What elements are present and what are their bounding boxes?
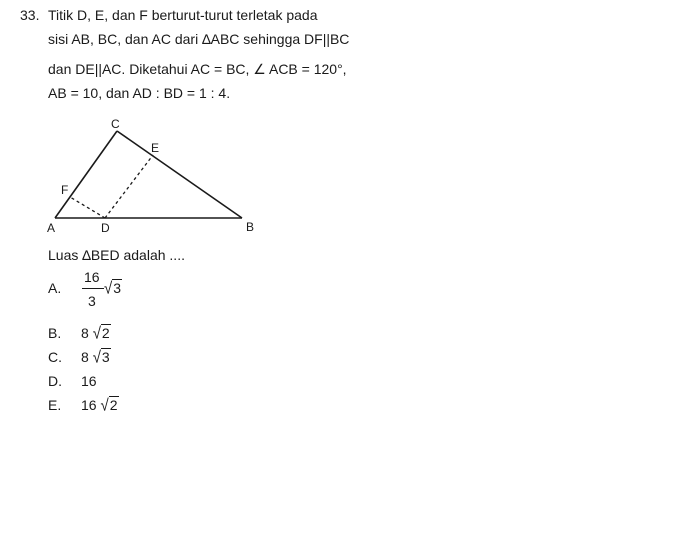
segment-de [105,155,153,218]
option-b-value: 8 √2 [81,324,110,343]
option-c-letter: C. [48,349,62,365]
option-a-fraction-bar [82,288,104,289]
option-a-letter: A. [48,280,62,296]
option-c-radicand: 3 [101,349,110,365]
side-bc [117,131,242,218]
option-b-letter: B. [48,325,62,341]
option-e-letter: E. [48,397,62,413]
option-a-radicand: 3 [113,280,122,296]
option-d-letter: D. [48,373,62,389]
option-b-radicand: 2 [101,325,110,341]
segment-df [70,197,105,218]
option-e-value: 16 √2 [81,396,118,415]
option-a-denominator: 3 [88,293,96,309]
question-prompt: Luas ∆BED adalah .... [48,247,185,263]
option-c-coef: 8 [81,349,89,365]
side-ac [55,131,117,218]
label-f: F [61,183,69,197]
label-a: A [47,221,56,235]
question-line-4: AB = 10, dan AD : BD = 1 : 4. [48,85,231,101]
question-line-3: dan DE||AC. Diketahui AC = BC, ∠ ACB = 120°, [48,61,347,77]
option-a-numerator: 16 [84,269,100,285]
label-c: C [111,117,120,131]
label-d: D [101,221,110,235]
option-e-coef: 16 [81,397,97,413]
option-a-sqrt: √3 [104,279,122,298]
label-b: B [246,220,255,234]
option-d-value: 16 [81,373,97,389]
label-e: E [151,141,160,155]
triangle-figure [0,0,673,240]
option-e-radicand: 2 [109,397,118,413]
option-b-coef: 8 [81,325,89,341]
option-c-value: 8 √3 [81,348,110,367]
question-number: 33. [20,7,40,23]
question-line-1: Titik D, E, dan F berturut-turut terletak pada [48,7,318,23]
question-line-2: sisi AB, BC, dan AC dari ∆ABC sehingga DF||BC [48,31,350,47]
